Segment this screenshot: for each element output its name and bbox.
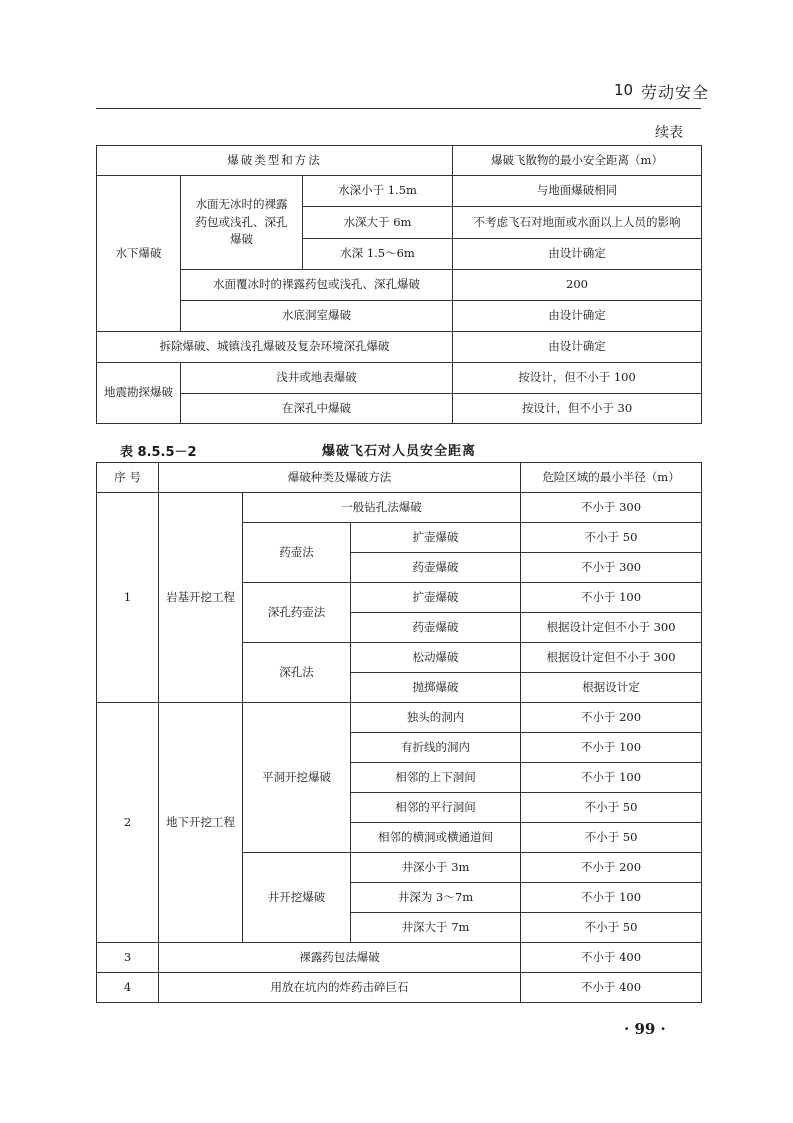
row-value: 不小于 100	[521, 583, 702, 613]
table-row	[97, 332, 702, 363]
row-value: 不小于 200	[521, 703, 702, 733]
table-row	[97, 943, 702, 973]
row-condition: 水底洞室爆破	[181, 301, 453, 332]
subgroup-label: 深孔药壶法	[243, 583, 351, 643]
row-value: 由设计确定	[453, 332, 702, 363]
row-value: 按设计，但不小于 30	[453, 394, 702, 424]
row-condition: 水深 1.5～6m	[303, 239, 453, 270]
header-distance: 爆破飞散物的最小安全距离（m）	[453, 146, 702, 176]
row-condition: 拆除爆破、城镇浅孔爆破及复杂环境深孔爆破	[97, 332, 453, 363]
subgroup-label: 平洞开挖爆破	[243, 703, 351, 853]
row-value: 按设计，但不小于 100	[453, 363, 702, 394]
row-method: 相邻的上下洞间	[351, 763, 521, 793]
row-method: 裸露药包法爆破	[159, 943, 521, 973]
table-row	[97, 493, 702, 523]
row-condition: 水深大于 6m	[303, 207, 453, 239]
row-method: 井深小于 3m	[351, 853, 521, 883]
row-value: 不小于 300	[521, 493, 702, 523]
row-method: 相邻的平行洞间	[351, 793, 521, 823]
continued-label: 续表	[655, 125, 683, 141]
row-method: 抛掷爆破	[351, 673, 521, 703]
row-seq: 4	[97, 973, 159, 1003]
row-method: 扩壶爆破	[351, 523, 521, 553]
table-row	[97, 176, 702, 207]
row-method: 相邻的横洞或横通道间	[351, 823, 521, 853]
row-condition: 水面覆冰时的裸露药包或浅孔、深孔爆破	[181, 270, 453, 301]
table-header-row	[97, 463, 702, 493]
table-caption-title: 爆破飞石对人员安全距离	[322, 444, 477, 459]
row-seq: 3	[97, 943, 159, 973]
group-label: 地下开挖工程	[159, 703, 243, 943]
group-seq: 1	[97, 493, 159, 703]
table-row	[97, 703, 702, 733]
row-value: 根据设计定但不小于 300	[521, 643, 702, 673]
subgroup-label: 深孔法	[243, 643, 351, 703]
row-condition: 在深孔中爆破	[181, 394, 453, 424]
header-radius: 危险区域的最小半径（m）	[521, 463, 702, 493]
row-method: 药壶爆破	[351, 553, 521, 583]
row-value: 与地面爆破相同	[453, 176, 702, 207]
row-method: 扩壶爆破	[351, 583, 521, 613]
table-header-row	[97, 146, 702, 176]
table-row	[97, 973, 702, 1003]
underwater-label: 水下爆破	[97, 176, 181, 332]
row-value: 由设计确定	[453, 301, 702, 332]
row-method: 松动爆破	[351, 643, 521, 673]
row-condition: 浅井或地表爆破	[181, 363, 453, 394]
row-method: 用放在坑内的炸药击碎巨石	[159, 973, 521, 1003]
seismic-label: 地震勘探爆破	[97, 363, 181, 424]
row-value: 不小于 50	[521, 823, 702, 853]
table-row	[97, 270, 702, 301]
header-seq: 序 号	[97, 463, 159, 493]
row-value: 由设计确定	[453, 239, 702, 270]
table-row	[97, 363, 702, 394]
group-seq: 2	[97, 703, 159, 943]
page-number: · 99 ·	[624, 1020, 666, 1038]
row-method: 井深大于 7m	[351, 913, 521, 943]
row-value: 不小于 100	[521, 763, 702, 793]
row-method: 一般钻孔法爆破	[243, 493, 521, 523]
chapter-title: 劳动安全	[641, 83, 710, 102]
row-value: 不小于 100	[521, 883, 702, 913]
row-method: 药壶爆破	[351, 613, 521, 643]
row-condition: 水深小于 1.5m	[303, 176, 453, 207]
table-row	[97, 301, 702, 332]
blast-debris-distance-table	[96, 145, 702, 424]
chapter-number: 10	[614, 81, 634, 99]
row-value: 不小于 50	[521, 793, 702, 823]
header-rule	[96, 108, 701, 109]
row-value: 不小于 50	[521, 523, 702, 553]
row-method: 有折线的洞内	[351, 733, 521, 763]
subgroup-label: 井开挖爆破	[243, 853, 351, 943]
row-value: 不小于 300	[521, 553, 702, 583]
row-value: 不考虑飞石对地面或水面以上人员的影响	[453, 207, 702, 239]
header-method: 爆破类型和方法	[97, 146, 453, 176]
header-method: 爆破种类及爆破方法	[159, 463, 521, 493]
subgroup-label: 药壶法	[243, 523, 351, 583]
row-method: 井深为 3～7m	[351, 883, 521, 913]
row-value: 不小于 200	[521, 853, 702, 883]
table-row	[97, 394, 702, 424]
row-value: 根据设计定	[521, 673, 702, 703]
row-value: 不小于 400	[521, 943, 702, 973]
ice-free-label: 水面无冰时的裸露药包或浅孔、深孔爆破	[181, 176, 303, 270]
row-value: 根据设计定但不小于 300	[521, 613, 702, 643]
table-caption-id: 表 8.5.5－2	[120, 445, 197, 460]
row-value: 200	[453, 270, 702, 301]
group-label: 岩基开挖工程	[159, 493, 243, 703]
flyrock-safety-distance-table	[96, 462, 702, 1003]
row-value: 不小于 100	[521, 733, 702, 763]
row-value: 不小于 50	[521, 913, 702, 943]
row-value: 不小于 400	[521, 973, 702, 1003]
row-method: 独头的洞内	[351, 703, 521, 733]
